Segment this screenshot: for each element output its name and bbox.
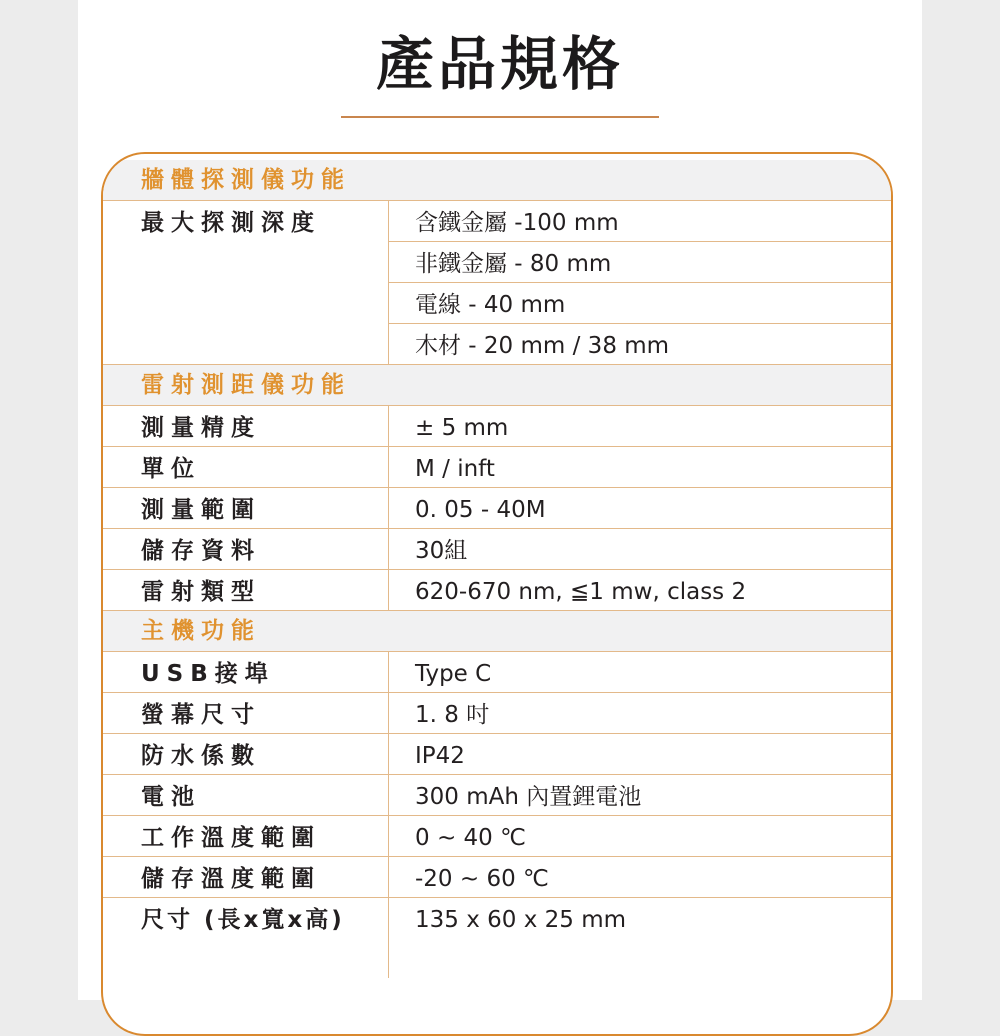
row-value: M / inft: [415, 456, 495, 482]
row-label: 測量範圍: [141, 497, 261, 523]
row-value: 0. 05 - 40M: [415, 497, 546, 523]
row-label: USB接埠: [141, 661, 275, 687]
row-label: 尺寸 (長x寬x高): [141, 907, 345, 933]
table-row: [103, 570, 891, 611]
page-title: 產品規格: [375, 30, 624, 98]
list-item: [389, 283, 891, 324]
row-value: 135 x 60 x 25 mm: [415, 907, 627, 933]
list-item: [389, 242, 891, 283]
section-title-laser: 雷射測距儀功能: [141, 372, 351, 398]
depth-values: [389, 201, 891, 365]
row-value: ± 5 mm: [415, 415, 509, 441]
column-divider: [388, 816, 389, 857]
column-divider: [388, 898, 389, 978]
table-row: [103, 734, 891, 775]
row-label: 電池: [141, 784, 201, 810]
section-header-wall: [103, 160, 891, 201]
table-row: [103, 652, 891, 693]
row-label: 防水係數: [141, 743, 261, 769]
table-row: [103, 447, 891, 488]
row-label: 最大探測深度: [141, 210, 321, 236]
table-row: [103, 857, 891, 898]
list-item: [389, 324, 891, 365]
table-row: [103, 775, 891, 816]
column-divider: [388, 488, 389, 529]
row-value: 300 mAh 內置鋰電池: [415, 784, 642, 810]
column-divider: [388, 529, 389, 570]
row-label: 螢幕尺寸: [141, 702, 261, 728]
section-header-laser: [103, 365, 891, 406]
column-divider: [388, 857, 389, 898]
title-underline: [341, 116, 659, 118]
list-item: [389, 201, 891, 242]
row-label: 儲存溫度範圍: [141, 866, 321, 892]
row-label: 單位: [141, 456, 201, 482]
column-divider: [388, 406, 389, 447]
table-row: [103, 488, 891, 529]
section-title-main: 主機功能: [141, 618, 261, 644]
row-value: IP42: [415, 743, 465, 769]
row-label: 工作溫度範圍: [141, 825, 321, 851]
row-value: 非鐵金屬 - 80 mm: [415, 251, 612, 277]
column-divider: [388, 447, 389, 488]
table-row: [103, 693, 891, 734]
table-row: [103, 529, 891, 570]
column-divider: [388, 693, 389, 734]
column-divider: [388, 734, 389, 775]
row-value: 含鐵金屬 -100 mm: [415, 210, 619, 236]
section-title-wall: 牆體探測儀功能: [141, 167, 351, 193]
section-header-main: [103, 611, 891, 652]
table-row: [103, 406, 891, 447]
spec-page: [78, 0, 922, 1000]
column-divider: [388, 570, 389, 611]
row-label: 雷射類型: [141, 579, 261, 605]
row-value: 電線 - 40 mm: [415, 292, 566, 318]
column-divider: [388, 775, 389, 816]
spec-table: [101, 152, 893, 1036]
table-row: [103, 898, 891, 978]
row-label: 測量精度: [141, 415, 261, 441]
row-value: Type C: [415, 661, 492, 687]
row-value: 620-670 nm, ≦1 mw, class 2: [415, 579, 747, 605]
row-value: -20 ~ 60 ℃: [415, 866, 549, 892]
table-row-max-depth: [103, 201, 891, 365]
row-value: 1. 8 吋: [415, 702, 490, 728]
column-divider: [388, 652, 389, 693]
row-label: 儲存資料: [141, 538, 261, 564]
row-value: 木材 - 20 mm / 38 mm: [415, 333, 670, 359]
row-value: 0 ~ 40 ℃: [415, 825, 526, 851]
table-row: [103, 816, 891, 857]
row-value: 30組: [415, 538, 468, 564]
